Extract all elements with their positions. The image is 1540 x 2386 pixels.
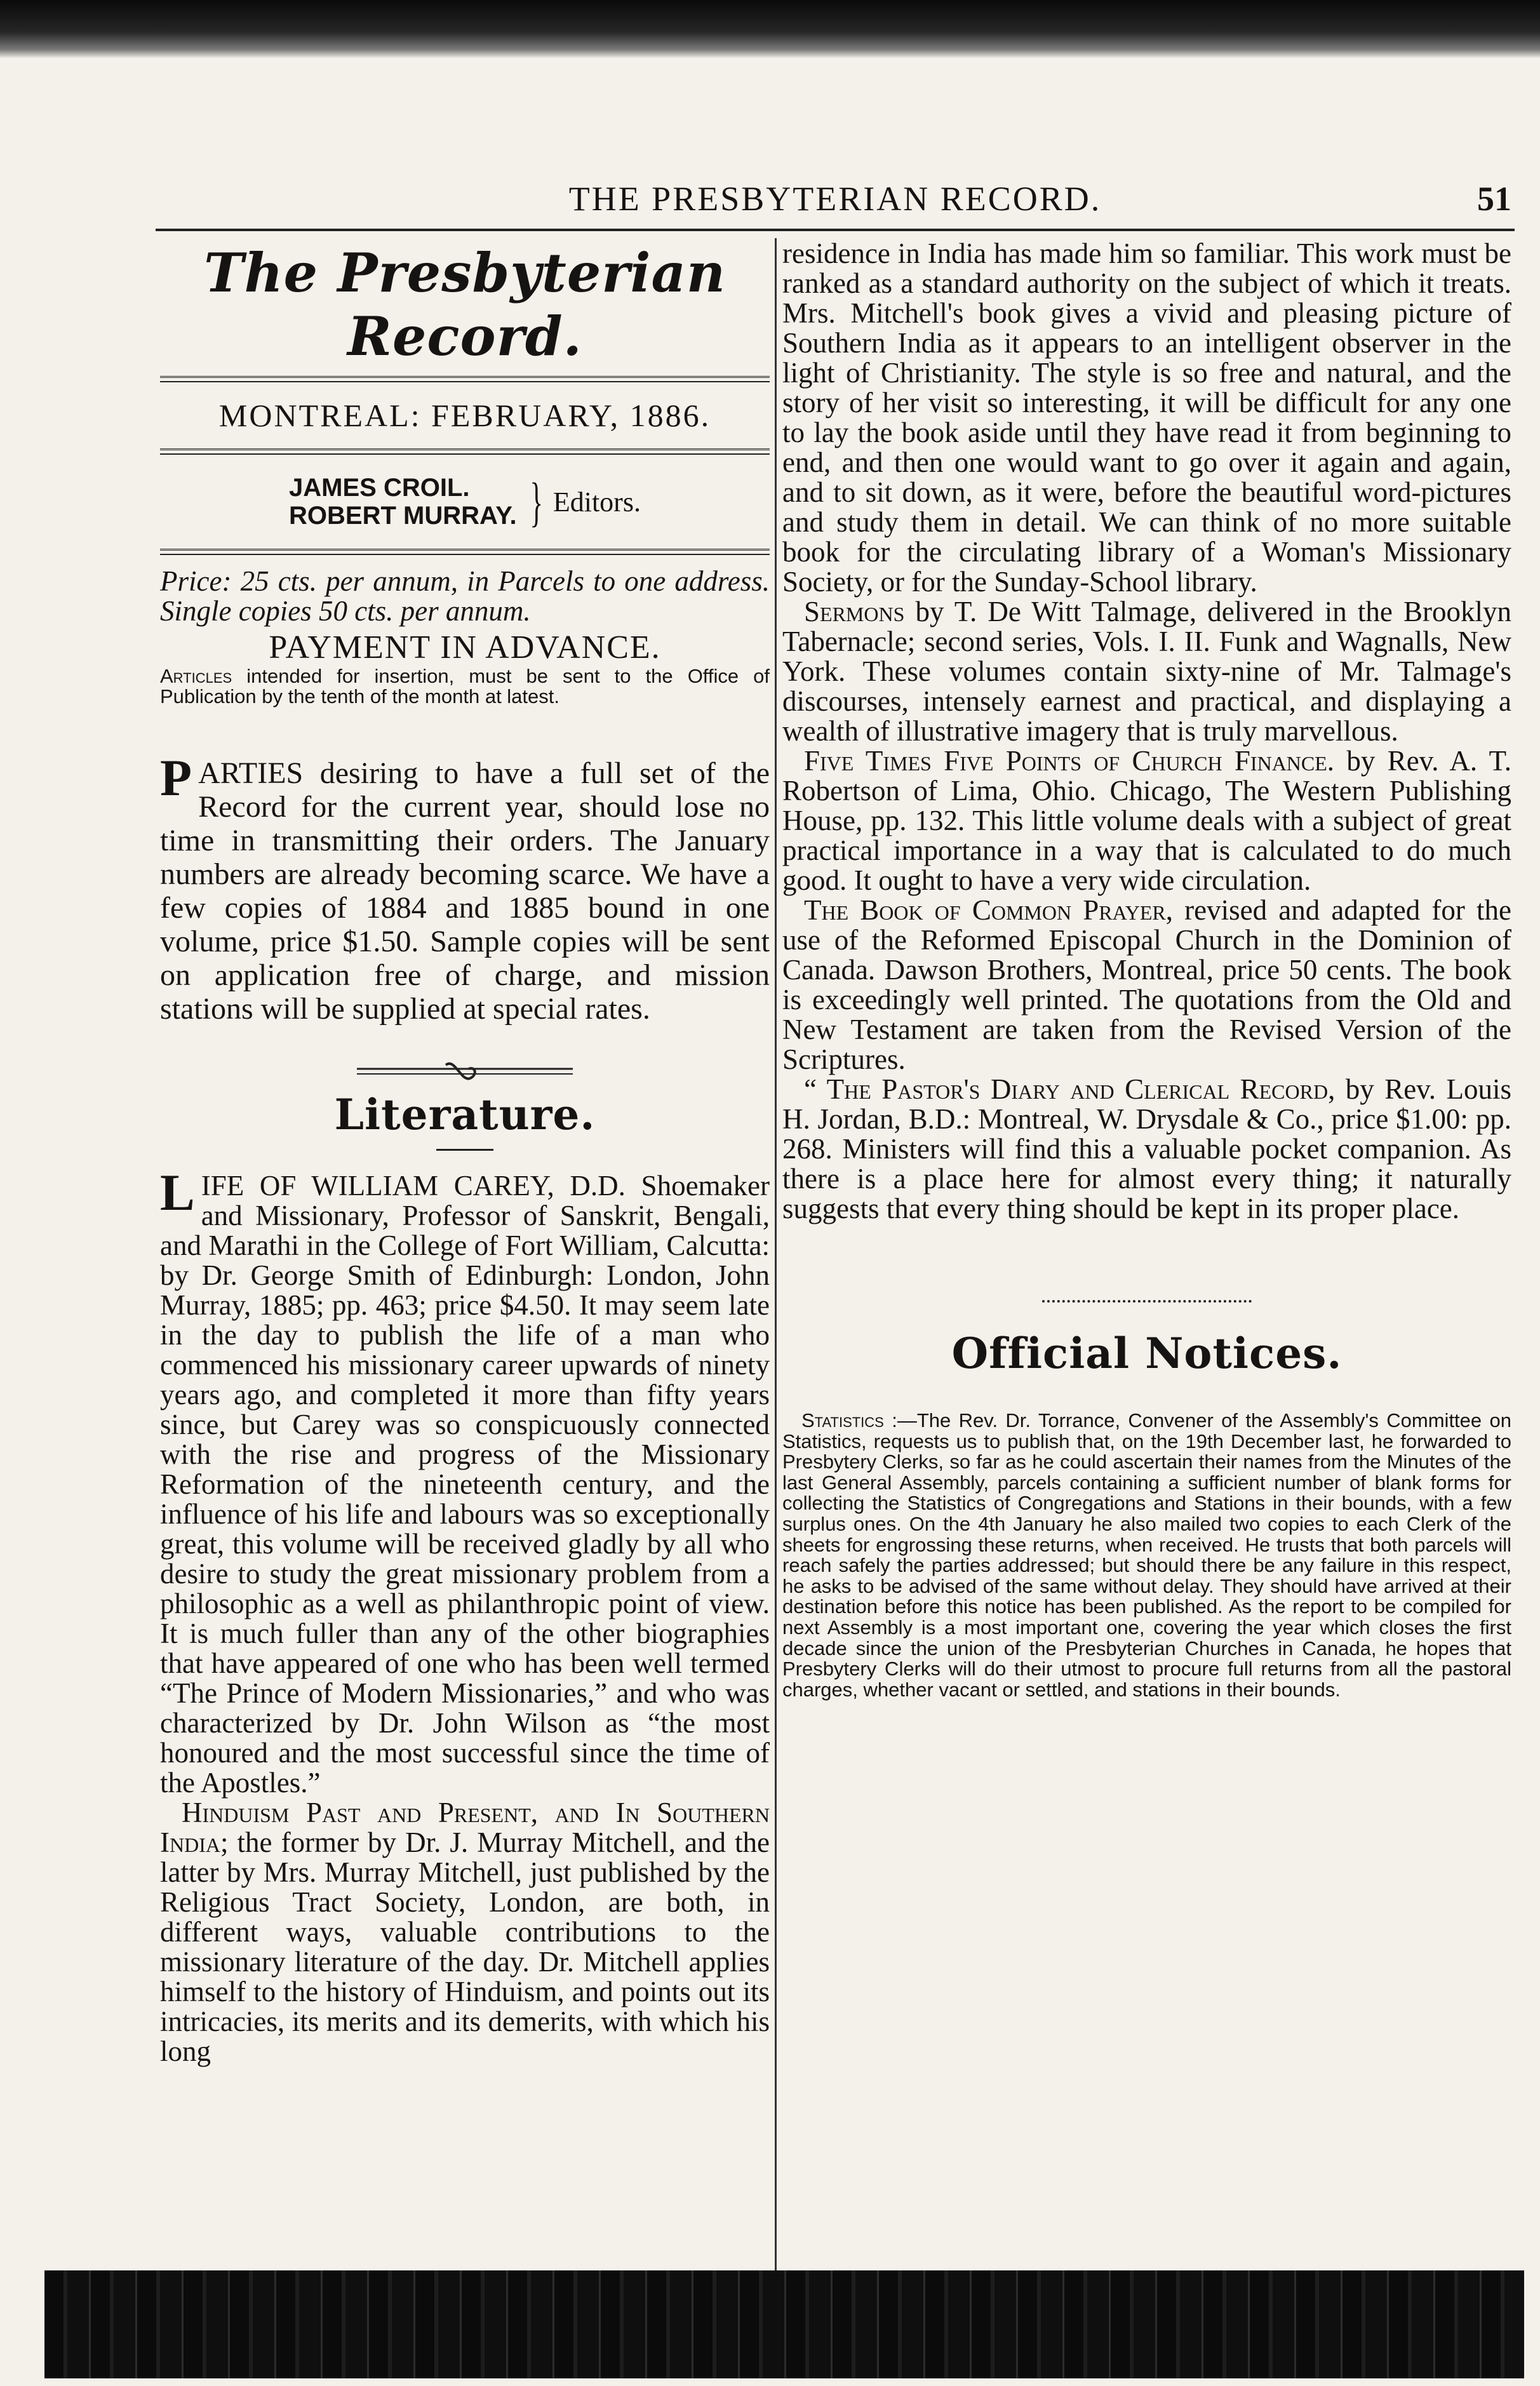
review-text: Shoemaker and Missionary, Professor of Sanskrit, Bengali, and Marathi in the College of Fort William, Calcutta: by Dr. George Smith of Edinburgh: London, John Murray, 1885; pp. 463; price $4.50. It may seem late in the day to publish the life of a man who commenced his missionary career upwards of ninety years ago, and completed it more than fifty years since, but Carey was so conspicuously connected with the rise and progress of the Missionary Reformation of the nineteenth century, and the influence of his life and labours was so exceptionally great, this volume will be received gladly by all who desire to study the great missionary problem from a philosophic as a well as philanthropic point of view. It is much fuller than any of the other biographies that have appeared of one who has been well termed “The Prince of Modern Missionaries,” and who was characterized by Dr. John Wilson as “the most honoured and the most successful since the time of the Apostles.” — [160, 1170, 770, 1799]
review-church-finance — [782, 746, 1511, 895]
scan-edge-bottom — [44, 2270, 1524, 2378]
masthead-rule — [160, 376, 770, 382]
review-title: The Book of Common Prayer, — [804, 894, 1173, 926]
review-talmage — [782, 597, 1511, 746]
flourish-ornament-icon — [351, 1060, 579, 1085]
articles-lead: Articles — [160, 665, 232, 687]
review-carey — [160, 1163, 770, 1799]
review-title: Sermons — [804, 596, 905, 627]
drop-cap: P — [160, 749, 192, 807]
subscription-notice — [160, 749, 770, 1026]
review-text: by T. De Witt Talmage, delivered in the Brooklyn Tabernacle; second series, Vols. I. II. Funk and Wagnalls, New York. These volumes contain sixty-nine of Mr. Talmage's discourses, intensely earnest and practical, and displaying a wealth of illustrative imagery that is truly marvellous. — [782, 596, 1511, 747]
header-rule — [156, 229, 1515, 231]
literature-heading: Literature. — [334, 1090, 596, 1139]
statistics-text: :—The Rev. Dr. Torrance, Convener of the Assembly's Committee on Statistics, requests us to publish that, on the 19th December last, he forwarded to Presbytery Clerks, so far as he could ascertain their names from the Minutes of the last General Assembly, parcels containing a sufficient number of blank forms for collecting the Statistics of Congregations and Stations in their bounds, with a few surplus ones. On the 4th January he also mailed two copies to each Clerk of the sheets for engrossing these returns, when received. He trusts that both parcels will reach safely the parties addressed; but should there be any failure in this respect, he asks to be advised of the same without delay. They should have arrived at their destination before this notice has been published. As the report to be compiled for next Assembly is a most important one, covering the year which closes the first decade since the union of the Presbyterian Churches in Canada, he hopes that Presbytery Clerks will do their utmost to procure full returns from all the pastoral charges, whether vacant or settled, and stations in their bounds. — [782, 1409, 1511, 1701]
column-divider — [775, 238, 777, 2347]
review-text: revised and adapted for the use of the Reformed Episcopal Church in the Dominion of Canada. Dawson Brothers, Montreal, price 50 cents. The book is exceedingly well printed. The quotations from the Old and New Testament are taken from the Revised Version of the Scriptures. — [782, 894, 1511, 1075]
running-title: THE PRESBYTERIAN RECORD. — [568, 180, 1102, 218]
literature-heading-block — [160, 1060, 770, 1151]
statistics-lead: Statistics — [801, 1409, 884, 1431]
editor-name: JAMES CROIL. — [289, 474, 470, 502]
right-column — [782, 239, 1511, 1700]
review-title: “ The Pastor's Diary and Clerical Record, — [804, 1073, 1336, 1105]
dateline: MONTREAL: FEBRUARY, 1886. — [218, 398, 711, 433]
statistics-notice — [782, 1411, 1511, 1700]
left-column — [160, 239, 770, 2067]
editors-label: Editors. — [552, 486, 641, 518]
review-text: by Rev. Louis H. Jordan, B.D.: Montreal, W. Drysdale & Co., price $1.00: pp. 268. Ministers will find this a valuable pocket companion. As there is a place here for almost every thing; it naturally suggests that every thing should be kept in its proper place. — [782, 1073, 1511, 1224]
review-hinduism — [160, 1798, 770, 2067]
dateline-rule — [160, 448, 770, 455]
articles-text: intended for insertion, must be sent to the Office of Publication by the tenth of the month at latest. — [160, 665, 770, 707]
section-separator — [1042, 1300, 1252, 1303]
scan-edge-top — [0, 0, 1540, 58]
review-text: by Rev. A. T. Robertson of Lima, Ohio. Chicago, The Western Publishing House, pp. 132. This little volume deals with a subject of great practical importance in a way that is calculated to do much good. It ought to have a very wide circulation. — [782, 745, 1512, 896]
review-pastors-diary — [782, 1075, 1511, 1224]
editor-name: ROBERT MURRAY. — [289, 502, 517, 530]
editor-names — [289, 474, 517, 530]
subscription-price: Price: 25 cts. per annum, in Parcels to one address. Single copies 50 cts. per annum. — [160, 565, 770, 627]
brace-glyph: } — [529, 471, 543, 532]
payment-terms: PAYMENT IN ADVANCE. — [269, 629, 661, 666]
official-notices-heading: Official Notices. — [951, 1329, 1342, 1378]
notice-text: ARTIES desiring to have a full set of the Record for the current year, should lose no time in transmitting their orders. The January numbers are already becoming scarce. We have a few copies of 1884 and 1885 bound in one volume, price $1.50. Sample copies will be sent on application free of charge, and mission stations will be supplied at special rates. — [160, 756, 770, 1026]
review-text: ; the former by Dr. J. Murray Mitchell, and the latter by Mrs. Murray Mitchell, just published by the Religious Tract Society, London, are both, in different ways, valuable contributions to the missionary literature of the day. Dr. Mitchell applies himself to the history of Hinduism, and points out its intricacies, its merits and its demerits, with which his long — [160, 1826, 770, 2067]
review-hinduism-continued: residence in India has made him so familiar. This work must be ranked as a standard authority on the subject of which it treats. Mrs. Mitchell's book gives a vivid and pleasing picture of Southern India as it appears to an intelligent observer in the light of Christianity. The style is so free and natural, and the story of her visit so interesting, it will be difficult for any one to lay the book aside until they have read it from beginning to end, and then one would want to go over it again and again, and to sit down, as it were, before the beautiful word-pictures and study them in detail. We can think of no more suitable book for the circulating library of a Woman's Missionary Society, or for the Sunday-School library. — [782, 238, 1511, 598]
heading-rule — [436, 1149, 493, 1151]
editors-rule — [160, 549, 770, 555]
review-title: Hinduism Past and Present, and In Southern India — [160, 1797, 770, 1858]
page-number: 51 — [1477, 180, 1511, 218]
masthead-title: The Presbyterian Record. — [204, 241, 726, 368]
review-title: IFE OF WILLIAM CAREY, D.D. — [201, 1170, 626, 1202]
review-common-prayer — [782, 895, 1511, 1075]
articles-notice — [160, 666, 770, 707]
editors-block — [160, 462, 770, 541]
review-title: Five Times Five Points of Church Finance. — [804, 745, 1335, 777]
drop-cap: L — [160, 1163, 195, 1221]
page-header — [159, 179, 1511, 224]
